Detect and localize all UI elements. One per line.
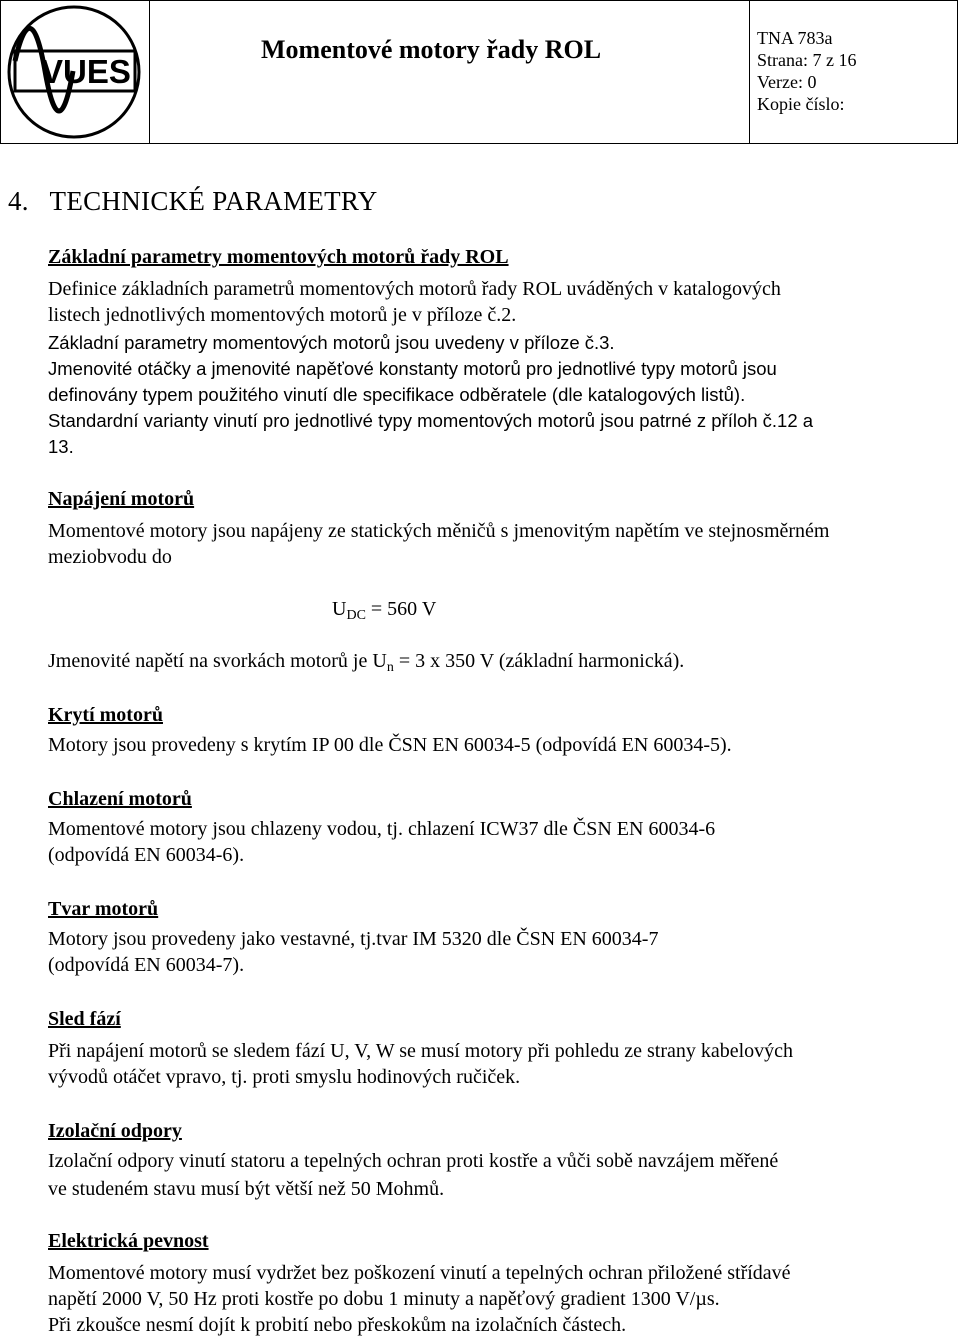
cooling-line: Momentové motory jsou chlazeny vodou, tj. chlazení ICW37 dle ČSN EN 60034-6 <box>48 818 716 840</box>
basic-heading: Základní parametry momentových motorů řady ROL <box>48 246 509 268</box>
document-title: Momentové motory řady ROL <box>261 35 602 64</box>
supply-line: Momentové motory jsou napájeny ze statických měničů s jmenovitým napětím ve stejnosměrném <box>48 520 830 542</box>
shape-line: (odpovídá EN 60034-7). <box>48 954 245 976</box>
title-cell <box>149 1 750 143</box>
phase-line: vývodů otáčet vpravo, tj. proti smyslu hodinových ručiček. <box>48 1066 521 1088</box>
section-number: 4. <box>8 186 29 216</box>
cooling-heading: Chlazení motorů <box>48 788 192 810</box>
protection-heading: Krytí motorů <box>48 704 163 726</box>
phase-line: Při napájení motorů se sledem fází U, V, W se musí motory při pohledu ze strany kabelových <box>48 1040 794 1062</box>
logo-cell <box>1 1 150 143</box>
strength-line: Momentové motory musí vydržet bez poškození vinutí a tepelných ochran přiložené střídavé <box>48 1262 791 1284</box>
supply-formula: $U_{DC} = 560$ V <box>332 598 437 623</box>
strength-heading: Elektrická pevnost <box>48 1230 209 1252</box>
document-header <box>0 0 958 144</box>
doc-id: TNA 783a <box>757 28 833 48</box>
strength-line: napětí 2000 V, 50 Hz proti kostře po dobu 1 minuty a napěťový gradient 1300 V/µs. <box>48 1288 720 1310</box>
meta-cell <box>757 27 856 115</box>
copy-number: Kopie číslo: <box>757 94 845 114</box>
insulation-line: ve studeném stavu musí být větší než 50 Mohmů. <box>48 1178 445 1200</box>
shape-line: Motory jsou provedeny jako vestavné, tj.tvar IM 5320 dle ČSN EN 60034-7 <box>48 928 659 950</box>
page-number: Strana: 7 z 16 <box>757 50 857 70</box>
basic-line: listech jednotlivých momentových motorů je v příloze č.2. <box>48 304 517 326</box>
basic-line: definovány typem použitého vinutí dle specifikace odběratele (dle katalogových listů). <box>48 384 746 405</box>
basic-line: Definice základních parametrů momentových motorů řady ROL uváděných v katalogových <box>48 278 781 300</box>
protection-line: Motory jsou provedeny s krytím IP 00 dle ČSN EN 60034-5 (odpovídá EN 60034-5). <box>48 734 732 756</box>
basic-line: Standardní varianty vinutí pro jednotlivé typy momentových motorů jsou patrné z příloh č.12 a <box>48 410 814 431</box>
basic-line: Jmenovité otáčky a jmenovité napěťové konstanty motorů pro jednotlivé typy motorů jsou <box>48 358 777 379</box>
supply-line: meziobvodu do <box>48 546 172 568</box>
vues-logo <box>1 1 149 143</box>
section-heading <box>8 186 378 217</box>
shape-heading: Tvar motorů <box>48 898 159 920</box>
section-title: TECHNICKÉ PARAMETRY <box>49 186 378 216</box>
basic-line: Základní parametry momentových motorů jsou uvedeny v příloze č.3. <box>48 332 615 353</box>
supply-heading: Napájení motorů <box>48 488 195 510</box>
insulation-line: Izolační odpory vinutí statoru a tepelných ochran proti kostře a vůči sobě navzájem měřené <box>48 1150 779 1172</box>
insulation-heading: Izolační odpory <box>48 1120 182 1142</box>
phase-heading: Sled fází <box>48 1008 121 1030</box>
supply-line: Jmenovité napětí na svorkách motorů je $U_n = 3$ x 350 V (základní harmonická). <box>48 650 685 675</box>
strength-line: Při zkoušce nesmí dojít k probití nebo přeskokům na izolačních částech. <box>48 1314 627 1336</box>
logo-text: VUES <box>41 53 131 90</box>
basic-line: 13. <box>48 436 74 457</box>
cooling-line: (odpovídá EN 60034-6). <box>48 844 245 866</box>
version: Verze: 0 <box>757 72 817 92</box>
